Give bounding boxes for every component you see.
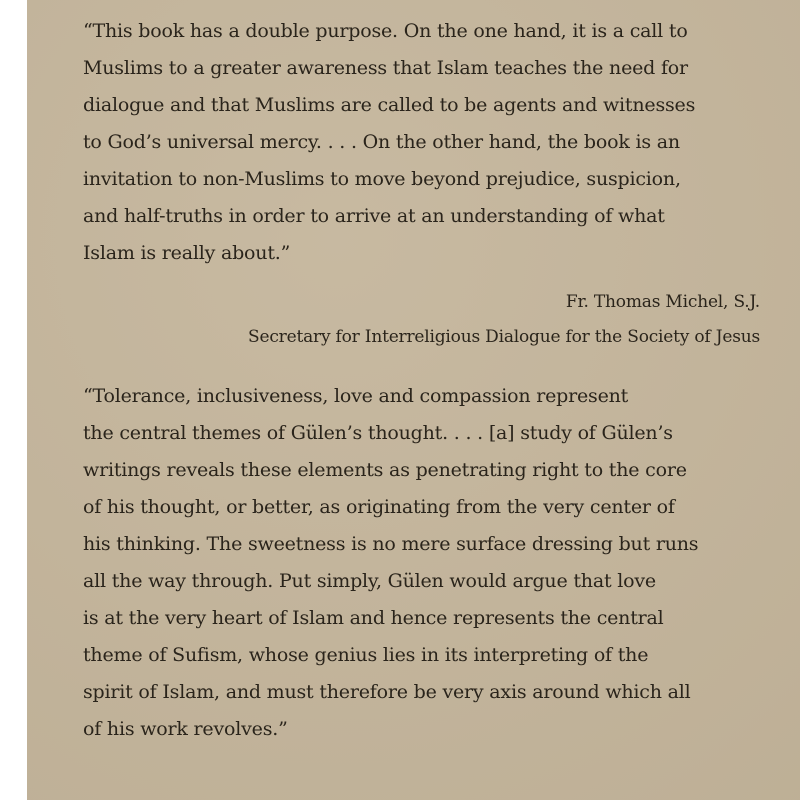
quote-1-line: Muslims to a greater awareness that Islam teaches the need for xyxy=(83,57,688,79)
quote-2-line: all the way through. Put simply, Gülen would argue that love xyxy=(83,570,656,592)
quote-1-line: to God’s universal mercy. . . . On the other hand, the book is an xyxy=(83,131,680,153)
quote-2-line: of his thought, or better, as originating from the very center of xyxy=(83,496,675,518)
quote-1-line: “This book has a double purpose. On the one hand, it is a call to xyxy=(83,20,688,42)
quote-2-line: “Tolerance, inclusiveness, love and compassion represent xyxy=(83,385,629,407)
quote-1-line: and half-truths in order to arrive at an understanding of what xyxy=(83,205,665,227)
attribution-title: Secretary for Interreligious Dialogue for the Society of Jesus xyxy=(248,327,760,347)
quote-2-line: his thinking. The sweetness is no mere surface dressing but runs xyxy=(83,533,699,555)
quote-1-line: invitation to non-Muslims to move beyond prejudice, suspicion, xyxy=(83,168,681,190)
quote-2-line: of his work revolves.” xyxy=(83,718,288,740)
attribution-name: Fr. Thomas Michel, S.J. xyxy=(565,292,760,312)
quote-1-line: Islam is really about.” xyxy=(83,242,291,264)
quote-2-line: writings reveals these elements as penetrating right to the core xyxy=(83,459,687,481)
quote-2-line: spirit of Islam, and must therefore be very axis around which all xyxy=(83,681,691,703)
quote-2-line: the central themes of Gülen’s thought. . . . [a] study of Gülen’s xyxy=(83,422,673,444)
quote-2-line: is at the very heart of Islam and hence represents the central xyxy=(83,607,664,629)
quote-1-line: dialogue and that Muslims are called to be agents and witnesses xyxy=(83,94,696,116)
quote-2-line: theme of Sufism, whose genius lies in its interpreting of the xyxy=(83,644,649,666)
book-back-cover xyxy=(27,0,800,800)
